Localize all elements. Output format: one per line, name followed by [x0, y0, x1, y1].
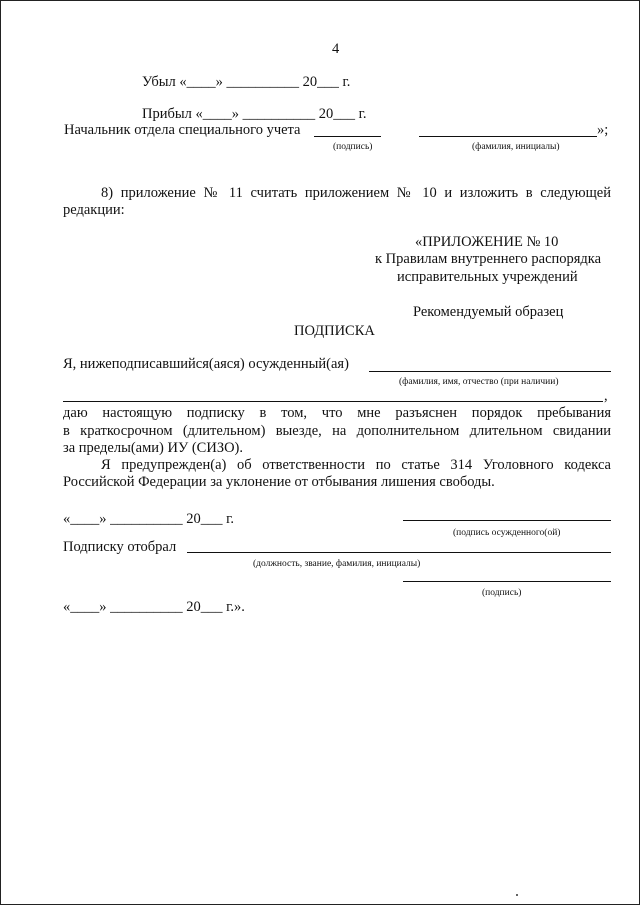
convict-signature-line	[403, 520, 611, 521]
intro-text: Я, нижеподписавшийся(аяся) осужденный(ая)	[63, 356, 349, 372]
date-line-2: «____» __________ 20___ г.».	[63, 599, 245, 615]
paragraph2-line1: Я предупрежден(а) об ответственности по статье 314 Уголовного кодекса	[101, 457, 611, 473]
fio-line	[369, 371, 611, 372]
signature-caption: (подпись)	[333, 142, 373, 152]
comma: ,	[604, 388, 608, 404]
officer-line	[187, 552, 611, 553]
date-line-1: «____» __________ 20___ г.	[63, 511, 235, 527]
item8-line2: редакции:	[63, 202, 125, 218]
paragraph1-line3: за пределы(ами) ИУ (СИЗО).	[63, 440, 244, 456]
paragraph2-line2: Российской Федерации за уклонение от отбывания лишения свободы.	[63, 474, 495, 490]
fio-continuation-line	[63, 401, 603, 402]
scan-speck	[516, 894, 518, 896]
paragraph1-line1: даю настоящую подписку в том, что мне разъяснен порядок пребывания	[63, 405, 611, 421]
taken-by-label: Подписку отобрал	[63, 539, 177, 555]
officer-caption: (должность, звание, фамилия, инициалы)	[253, 559, 421, 569]
chief-signature-line	[314, 136, 381, 137]
name-caption: (фамилия, инициалы)	[472, 142, 560, 152]
appendix-title: «ПРИЛОЖЕНИЕ № 10	[415, 234, 559, 250]
fio-caption: (фамилия, имя, отчество (при наличии)	[399, 377, 559, 387]
form-title: ПОДПИСКА	[294, 323, 375, 339]
paragraph1-line2: в краткосрочном (длительном) выезде, на дополнительном длительном свидании	[63, 423, 611, 439]
officer-signature-line	[403, 581, 611, 582]
page-number: 4	[332, 41, 340, 57]
appendix-subtitle-2: исправительных учреждений	[397, 269, 578, 285]
convict-caption: (подпись осужденного(ой)	[453, 528, 561, 538]
chief-name-line	[419, 136, 597, 137]
recommended-sample: Рекомендуемый образец	[413, 304, 564, 320]
departed-line: Убыл «____» __________ 20___ г.	[142, 74, 351, 90]
item8-line1: 8) приложение № 11 считать приложением № 10 и изложить в следующей	[101, 185, 611, 201]
officer-signature-caption: (подпись)	[482, 588, 522, 598]
appendix-subtitle-1: к Правилам внутреннего распорядка	[375, 251, 602, 267]
arrived-line: Прибыл «____» __________ 20___ г.	[142, 106, 367, 122]
chief-end: »;	[597, 122, 609, 138]
chief-label: Начальник отдела специального учета	[64, 122, 301, 138]
